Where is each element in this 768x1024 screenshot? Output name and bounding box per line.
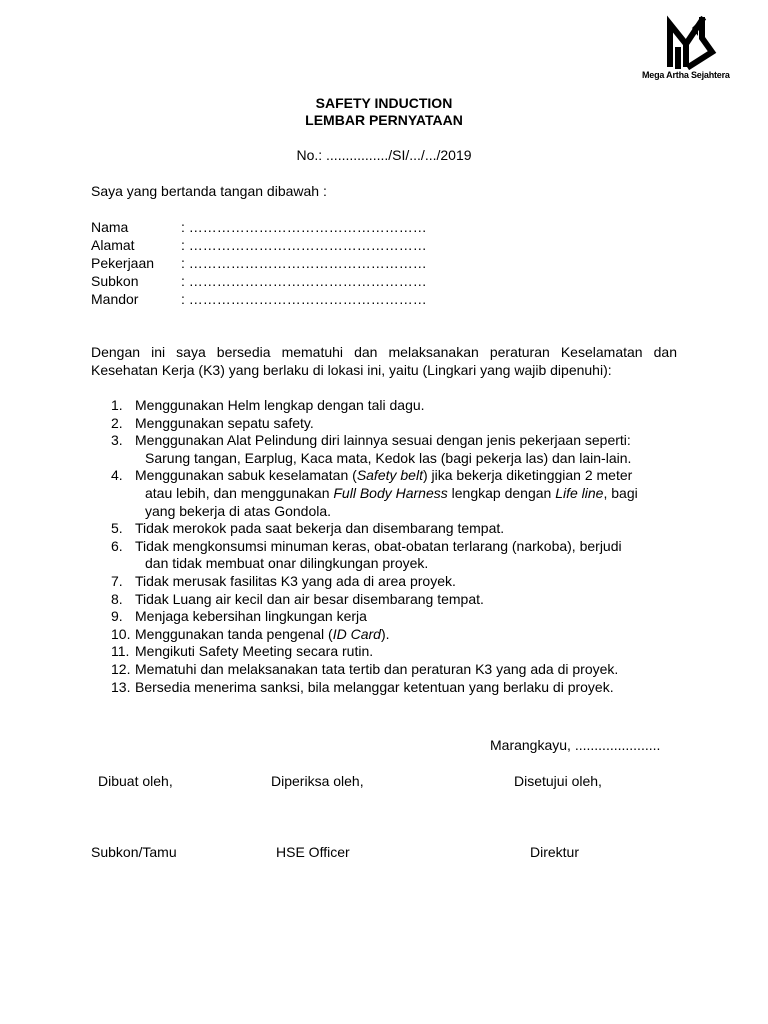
item-number: 4. <box>111 467 123 484</box>
place-date: Marangkayu, ...................... <box>490 737 661 753</box>
item-text-part: lengkap dengan <box>447 484 556 501</box>
item-text-continuation: dan tidak membuat onar dilingkungan proyek. <box>145 555 429 572</box>
item-text: Menjaga kebersihan lingkungan kerja <box>135 608 367 625</box>
list-item <box>91 661 681 679</box>
item-text-continuation: Sarung tangan, Earplug, Kaca mata, Kedok las (bagi pekerja las) dan lain-lain. <box>145 449 632 466</box>
item-text: Tidak merokok pada saat bekerja dan disembarang tempat. <box>135 520 505 537</box>
list-item <box>91 573 681 591</box>
list-item <box>91 520 681 538</box>
item-text-part: , bagi <box>603 484 638 501</box>
signature-role-approver: Disetujui oleh, <box>514 773 602 789</box>
item-number: 11. <box>111 643 130 660</box>
item-number: 3. <box>111 432 123 449</box>
statement-paragraph: Dengan ini saya bersedia mematuhi dan melaksanakan peraturan Keselamatan dan Kesehatan Kerja (K3) yang berlaku di lokasi ini, yaitu (Lingkari yang wajib dipenuhi): <box>91 344 677 378</box>
field-row-nama <box>91 218 427 236</box>
item-text-part: yang bekerja di atas Gondola. <box>145 502 332 519</box>
list-item <box>91 397 681 415</box>
item-text-part: Menggunakan sabuk keselamatan ( <box>135 467 357 484</box>
list-item <box>91 643 681 661</box>
field-blank: : …………………………………………… <box>181 255 427 271</box>
item-text-italic: ID Card <box>332 625 381 642</box>
field-label: Mandor <box>91 291 139 307</box>
field-label: Alamat <box>91 237 135 253</box>
item-text-line: Menggunakan Alat Pelindung diri lainnya sesuai dengan jenis pekerjaan seperti: <box>135 432 631 449</box>
item-number: 10. <box>111 625 131 642</box>
field-blank: : …………………………………………… <box>181 291 427 307</box>
item-number: 5. <box>111 520 123 537</box>
item-text-part: atau lebih, dan menggunakan <box>145 484 334 501</box>
field-row-alamat <box>91 236 427 254</box>
rules-list <box>91 397 681 696</box>
item-text: Mengikuti Safety Meeting secara rutin. <box>135 643 374 660</box>
field-row-subkon <box>91 272 427 290</box>
item-number: 12. <box>111 660 131 677</box>
item-text-italic: Full Body Harness <box>333 484 448 501</box>
document-number: No.: ................/SI/.../.../2019 <box>296 147 472 163</box>
intro-text: Saya yang bertanda tangan dibawah : <box>91 183 327 199</box>
signature-role-creator: Dibuat oleh, <box>98 773 173 789</box>
item-text-part: ) jika bekerja diketinggian 2 meter <box>422 467 633 484</box>
item-text: Bersedia menerima sanksi, bila melanggar ketentuan yang berlaku di proyek. <box>135 678 614 695</box>
list-item <box>91 538 681 573</box>
item-number: 1. <box>111 397 123 413</box>
field-label: Nama <box>91 219 129 235</box>
item-text: Tidak merusak fasilitas K3 yang ada di area proyek. <box>135 572 456 589</box>
item-number: 9. <box>111 608 123 625</box>
item-text: Mematuhi dan melaksanakan tata tertib dan peraturan K3 yang ada di proyek. <box>135 660 619 677</box>
company-logo-icon <box>662 14 720 70</box>
field-label: Pekerjaan <box>91 255 155 271</box>
list-item <box>91 415 681 433</box>
field-blank: : …………………………………………… <box>181 273 427 289</box>
item-text-italic: Life line <box>555 484 604 501</box>
item-text: Menggunakan sepatu safety. <box>135 414 314 431</box>
field-label: Subkon <box>91 273 139 289</box>
item-text <box>135 467 681 520</box>
item-number: 8. <box>111 590 123 607</box>
item-number: 2. <box>111 414 123 431</box>
company-name: Mega Artha Sejahtera <box>642 70 730 80</box>
field-blank: : …………………………………………… <box>181 219 427 235</box>
document-title: SAFETY INDUCTION <box>315 95 453 111</box>
list-item <box>91 591 681 609</box>
item-text-italic: Safety belt <box>356 467 423 484</box>
item-text-line: Tidak mengkonsumsi minuman keras, obat-obatan terlarang (narkoba), berjudi <box>135 537 622 554</box>
field-row-pekerjaan <box>91 254 427 272</box>
field-row-mandor <box>91 290 427 308</box>
list-item <box>91 432 681 467</box>
signature-name-creator: Subkon/Tamu <box>91 844 177 860</box>
item-text-part: Menggunakan tanda pengenal ( <box>135 625 333 642</box>
field-blank: : …………………………………………… <box>181 237 427 253</box>
item-text <box>135 432 681 467</box>
list-item <box>91 626 681 644</box>
item-number: 7. <box>111 572 123 589</box>
identity-fields <box>91 218 427 308</box>
list-item <box>91 679 681 697</box>
signature-name-approver: Direktur <box>530 844 580 860</box>
item-text: Menggunakan Helm lengkap dengan tali dagu. <box>135 397 425 413</box>
item-text <box>135 538 681 573</box>
item-number: 13. <box>111 678 131 695</box>
list-item <box>91 467 681 520</box>
item-text <box>135 626 681 644</box>
signature-role-checker: Diperiksa oleh, <box>271 773 364 789</box>
item-text-part: ). <box>380 625 390 642</box>
item-text: Tidak Luang air kecil dan air besar disembarang tempat. <box>135 590 484 607</box>
signature-name-checker: HSE Officer <box>276 844 350 860</box>
document-subtitle: LEMBAR PERNYATAAN <box>305 112 463 128</box>
item-number: 6. <box>111 537 123 554</box>
list-item <box>91 608 681 626</box>
